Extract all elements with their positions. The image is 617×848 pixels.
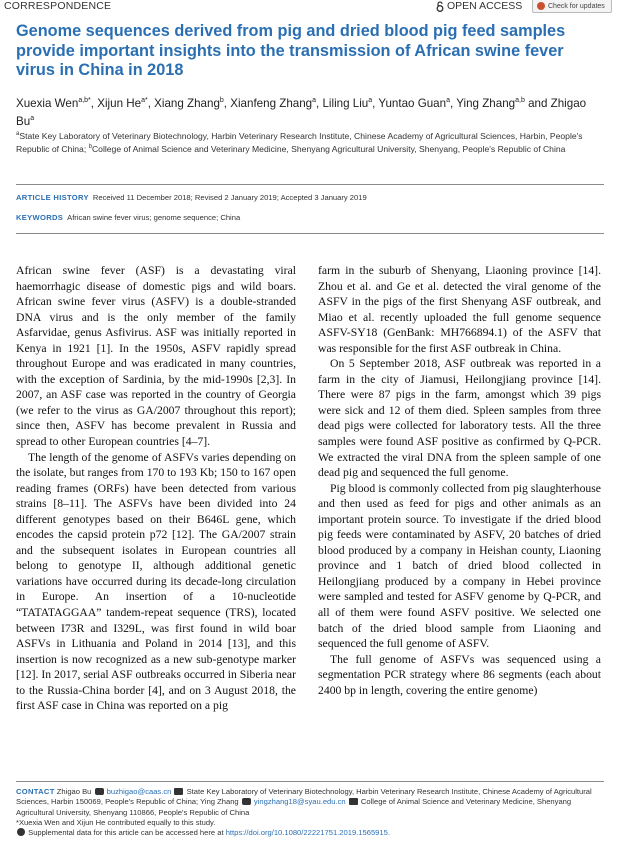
contact-name: Zhigao Bu bbox=[56, 787, 92, 796]
author-name[interactable]: Xuexia Wen bbox=[16, 96, 79, 110]
open-access-badge bbox=[436, 0, 522, 12]
body-column-left bbox=[16, 263, 296, 714]
divider bbox=[16, 233, 604, 234]
author-affiliation-marker: a bbox=[368, 97, 373, 104]
author-name[interactable]: Xianfeng Zhang bbox=[230, 96, 313, 110]
affiliation-a: State Key Laboratory of Veterinary Biotechnology, Harbin Veterinary Research Institute, Chinese Academy of Agricultural Sciences, Harbin, People's Republic of China; bbox=[16, 130, 583, 155]
contact-label: CONTACT bbox=[16, 787, 55, 796]
article-history bbox=[16, 193, 367, 202]
author-affiliation-marker: a bbox=[446, 97, 450, 104]
article-history-text: Received 11 December 2018; Revised 2 January 2019; Accepted 3 January 2019 bbox=[92, 193, 367, 202]
email-icon bbox=[242, 798, 251, 805]
check-for-updates-label: Check for updates bbox=[548, 2, 605, 10]
author-affiliation-marker: a bbox=[312, 97, 317, 104]
affiliation-marker: a bbox=[16, 131, 20, 137]
supplemental-icon bbox=[17, 828, 25, 836]
body-paragraph: Pig blood is commonly collected from pig slaughterhouse and then used as feed for pigs and other animals as an important protein source. To investigate if the dried blood pig feeds were contaminated by ASFV, 20 batches of dried blood produced by a company in Heishan county, Liaoning province and 1 batch of dried blood collected in Heilongjiang produced by a company in Hebei province were sampled and tested for ASFV genome by Q-PCR, and all of them were found ASFV positive. We selected one batch of the dried blood sample from Liaoning and sequenced the full genome of ASFV. bbox=[318, 481, 601, 651]
email-icon bbox=[95, 788, 104, 795]
affiliations bbox=[16, 129, 606, 156]
crossmark-icon bbox=[537, 2, 545, 10]
author-list: Xuexia Wen$^{a,b*}$, Xijun $He^{a*}$, Xiang Zhang$^b$, Xianfeng Zhang$^a$, Liling Liu$^a$, Yuntao Guan$^a$, Ying Zhang$^{a,b}$ and Zhigao Bu$^a$ bbox=[16, 96, 587, 129]
institution-icon bbox=[174, 788, 183, 795]
article-title: Genome sequences derived from pig and dried blood pig feed samples provide important insights into the transmission of African swine fever virus in China in 2018 bbox=[16, 22, 566, 79]
author-name[interactable]: Xiang Zhang bbox=[154, 96, 220, 110]
institution-icon bbox=[349, 798, 358, 805]
open-lock-icon bbox=[436, 1, 444, 12]
footer-notes bbox=[16, 787, 604, 838]
section-label: CORRESPONDENCE bbox=[4, 0, 112, 12]
contact-address: College of Animal Science and Veterinary Medicine, Shenyang Agricultural University, Shenyang 110866, People's Republic of China bbox=[16, 797, 572, 817]
divider bbox=[16, 184, 604, 185]
author-affiliation-marker: a* bbox=[141, 97, 148, 104]
author-affiliation-marker: b bbox=[219, 97, 224, 104]
body-paragraph: African swine fever (ASF) is a devastating viral haemorrhagic disease of domestic pigs and wild boars. African swine fever virus (ASFV) is a double-stranded DNA virus and is the only member of the family Asfarvidae, genus Asfivirus. ASF was initially reported in Kenya in 1921 [1]. In the 1950s, ASFV rapidly spread throughout Europe and was eradicated in many countries, with the exception of Sardinia, by the mid-1990s [2,3]. In 2007, an ASF case was reported in the country of Georgia (we refer to the virus as GA/2007 throughout this report); since then, ASFV has become prevalent in Russia and spread to other European countries [4–7]. bbox=[16, 264, 296, 449]
supplemental-text: Supplemental data for this article can be accessed here at bbox=[28, 828, 224, 838]
author-name[interactable]: Zhigao Bu bbox=[16, 96, 587, 129]
body-column-right bbox=[318, 263, 601, 698]
body-paragraph: The length of the genome of ASFVs varies depending on the isolate, but ranges from 170 to 193 Kb; 150 to 167 open reading frames (ORFs) have been detected from various strains [8–11]. The ASFVs have been divided into 24 different genotypes based on their B646L gene, which encodes the capsid protein p72 [12]. The GA/2007 strain and the subsequent isolates in European countries all belong to genotype II, although additional genetic variations have occurred during its decade-long circulation in Europe. An insertion of a 10-nucleotide “TATATAGGAA” tandem-repeat sequence (TRS), located between I73R and I329L, was first found in wild boar ASFVs in Lithuania and Poland in 2014 [13], and this insertion is now recognized as a new sub-genotype marker [12]. In 2017, serial ASF outbreaks occurred in Siberia near to the Russia-China border [4], and on 3 August 2018, the first ASF case in China was reported on a pig bbox=[16, 450, 296, 713]
author-name[interactable]: Liling Liu bbox=[322, 96, 369, 110]
keywords-text: African swine fever virus; genome sequence; China bbox=[67, 213, 241, 222]
body-paragraph: farm in the suburb of Shenyang, Liaoning province [14]. Zhou et al. and Ge et al. detected the viral genome of the ASFV in the pigs of the first Shenyang ASF outbreak, and Miao et al. recently uploaded the full genome sequence ASFV-SY18 (GenBank: MH766894.1) of the ASFV that was responsible for the first ASF outbreak in China. bbox=[318, 264, 601, 355]
contact-address: State Key Laboratory of Veterinary Biotechnology, Harbin Veterinary Research Institute, Chinese Academy of Agricultural Sciences, Harbin 150069, People's Republic of China; Ying Zhang bbox=[16, 787, 592, 807]
affiliation-marker: b bbox=[88, 144, 92, 151]
email-link[interactable]: buzhigao@caas.cn bbox=[106, 787, 172, 796]
body-paragraph: The full genome of ASFVs was sequenced using a segmentation PCR strategy where 86 segments (each about 2400 bp in length, covering the entire genome) bbox=[318, 652, 601, 697]
author-affiliation-marker: a,b* bbox=[78, 97, 91, 104]
keywords bbox=[16, 213, 240, 222]
author-affiliation-marker: a,b bbox=[515, 97, 525, 104]
affiliation-b: College of Animal Science and Veterinary Medicine, Shenyang Agricultural University, Shenyang, People's Republic of China bbox=[91, 144, 566, 155]
keywords-label: KEYWORDS bbox=[16, 213, 64, 222]
divider bbox=[16, 781, 604, 782]
author-name[interactable]: Yuntao Guan bbox=[378, 96, 447, 110]
equal-contribution-note: *Xuexia Wen and Xijun He contributed equally to this study. bbox=[16, 817, 216, 827]
body-paragraph: On 5 September 2018, ASF outbreak was reported in a farm in the city of Jiamusi, Heilongjiang province [14]. There were 87 pigs in the farm, amongst which 39 pigs were sick and 12 of them died. Spleen samples from three dead pigs were collected for laboratory tests. All the three samples were found ASF positive as confirmed by Q-PCR. We extracted the viral DNA from the spleen sample of one dead pig and sequenced the full genome. bbox=[318, 357, 601, 480]
supplemental-link[interactable]: https://doi.org/10.1080/22221751.2019.1565915. bbox=[225, 828, 390, 838]
author-name[interactable]: Xijun He bbox=[97, 96, 142, 110]
author-affiliation-marker: a bbox=[30, 115, 35, 123]
email-link[interactable]: yingzhang18@syau.edu.cn bbox=[253, 797, 346, 807]
open-access-label: OPEN ACCESS bbox=[447, 0, 523, 12]
author-name[interactable]: Ying Zhang bbox=[456, 96, 516, 110]
check-for-updates-button[interactable] bbox=[532, 0, 612, 13]
article-history-label: ARTICLE HISTORY bbox=[16, 193, 89, 202]
